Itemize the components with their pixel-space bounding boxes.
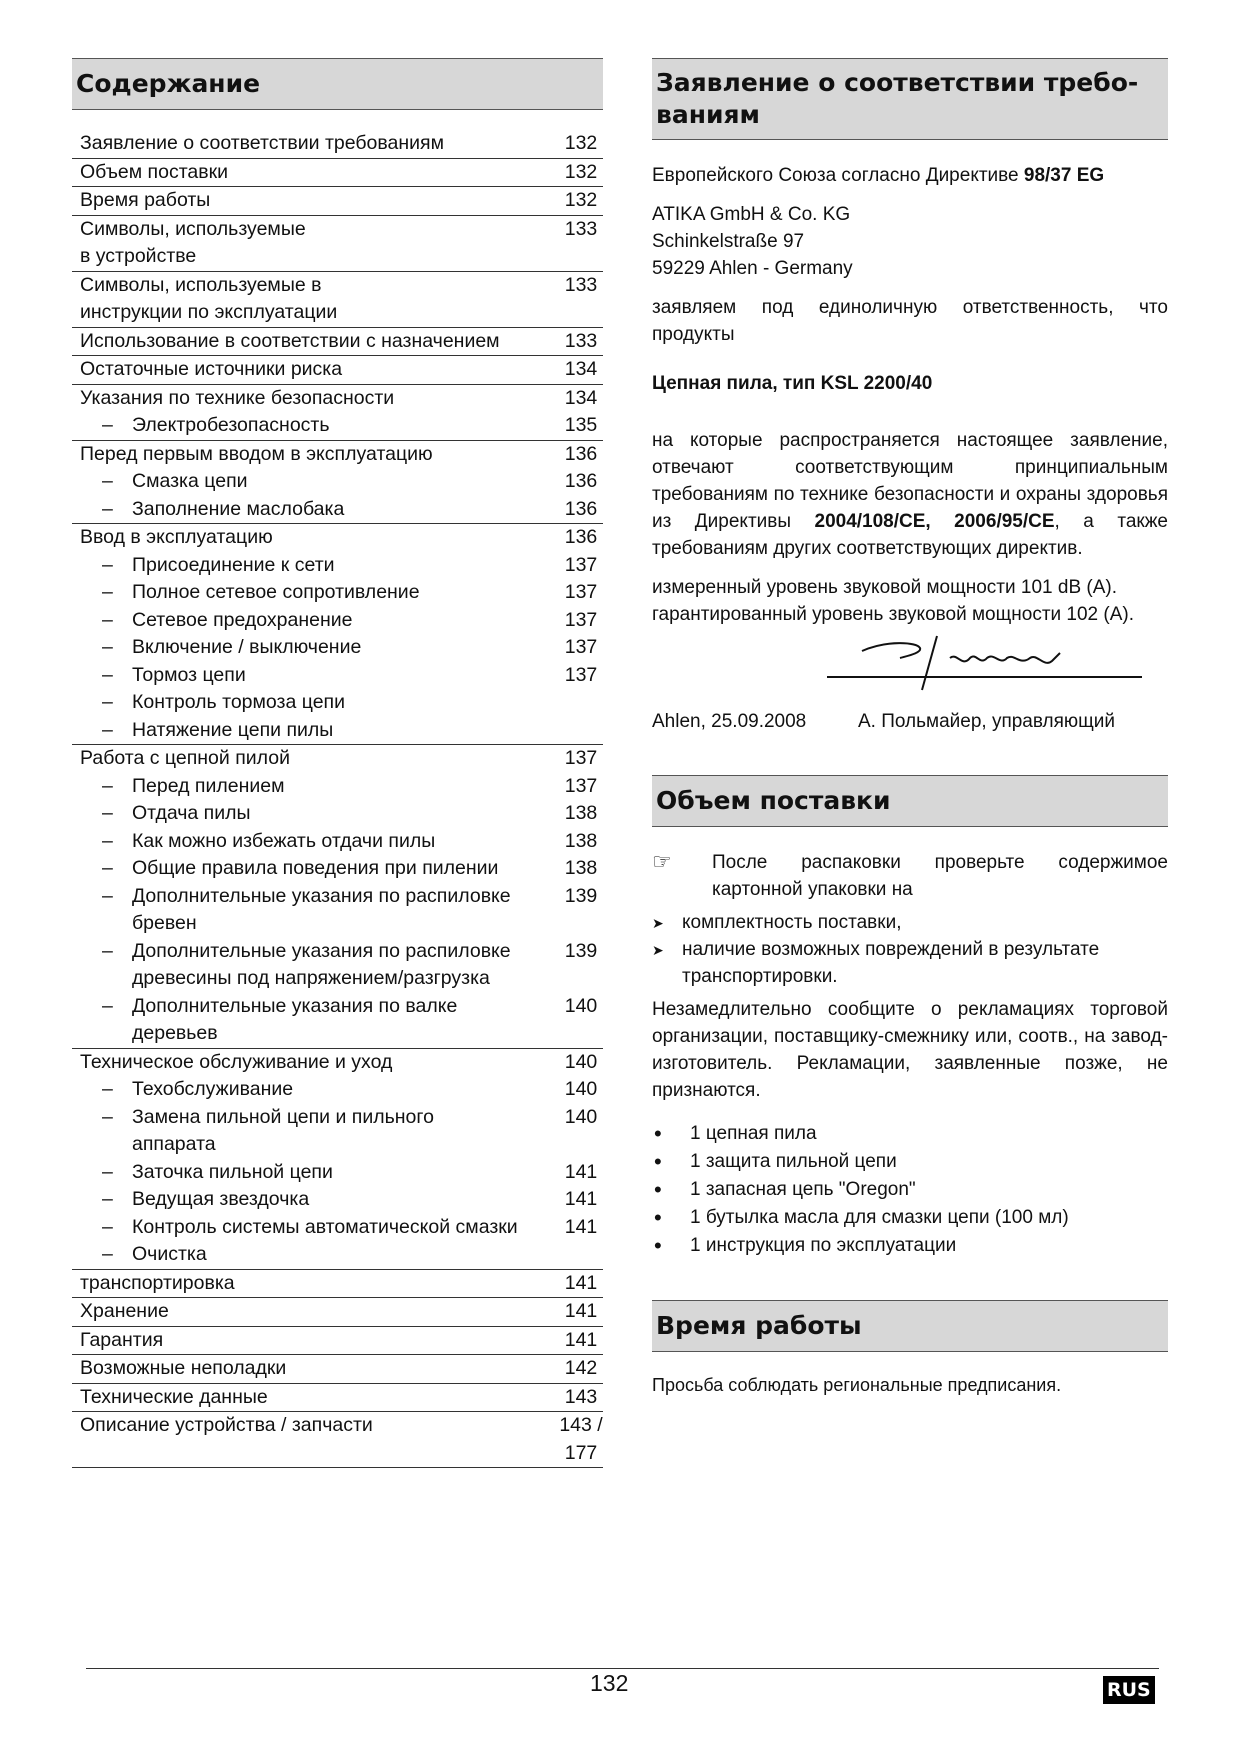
toc-entry-page: 135 bbox=[564, 414, 598, 436]
toc-entry-title: – Полное сетевое сопротивление bbox=[72, 579, 559, 607]
toc-entry-page: 138 bbox=[564, 857, 598, 879]
toc-entry-page: 134 bbox=[564, 358, 598, 380]
company-city: 59229 Ahlen - Germany bbox=[652, 258, 853, 279]
delivery-title: Объем поставки bbox=[652, 775, 1168, 827]
toc-entry[interactable] bbox=[72, 1076, 603, 1104]
delivery-item: • 1 цепная пила bbox=[652, 1120, 1168, 1148]
toc-entry-page: 136 bbox=[564, 526, 598, 548]
toc-entry-page: 141 bbox=[564, 1300, 598, 1322]
toc-entry[interactable] bbox=[72, 1159, 603, 1187]
toc-entry-page: 143 bbox=[564, 1385, 598, 1408]
toc-entry-title: – Тормоз цепи bbox=[72, 662, 559, 690]
toc-entry-title: Символы, используемые в инструкции по эксплуатации bbox=[80, 273, 338, 323]
working-time-text: Просьба соблюдать региональные предписания. bbox=[652, 1375, 1062, 1395]
toc-entry[interactable] bbox=[72, 216, 603, 271]
toc-entry-title: – Ведущая звездочка bbox=[72, 1186, 559, 1214]
delivery-item: • 1 запасная цепь "Oregon" bbox=[652, 1176, 1168, 1204]
toc-entry-page: 133 bbox=[564, 329, 598, 352]
toc-entry-page: 136 bbox=[564, 442, 598, 465]
delivery-note: ☞ После распаковки проверьте содержимое картонной упаковки на bbox=[652, 849, 1168, 903]
toc-entry-title: – Электробезопасность bbox=[72, 412, 559, 440]
toc-entry-page: 132 bbox=[564, 189, 598, 211]
toc-entry-title: – Заточка пильной цепи bbox=[72, 1159, 559, 1187]
toc-group bbox=[72, 1270, 603, 1299]
toc-entry-page: 137 bbox=[564, 774, 598, 797]
toc-group bbox=[72, 1327, 603, 1356]
toc-entry[interactable] bbox=[72, 412, 603, 440]
toc-entry[interactable] bbox=[72, 634, 603, 662]
right-column bbox=[652, 58, 1168, 1399]
toc-entry[interactable] bbox=[72, 1327, 603, 1355]
noise-guaranteed: гарантированный уровень звуковой мощности 102 (A). bbox=[652, 604, 1134, 625]
toc-entry[interactable] bbox=[72, 607, 603, 635]
toc-entry[interactable] bbox=[72, 1214, 603, 1242]
toc-entry-title: – Как можно избежать отдачи пилы bbox=[72, 828, 559, 856]
toc-entry-title: Описание устройства / запчасти bbox=[80, 1414, 373, 1436]
toc-entry[interactable] bbox=[72, 159, 603, 187]
toc-entry-page: 137 bbox=[564, 581, 598, 603]
toc-entry-title: транспортировка bbox=[80, 1271, 235, 1294]
signature-graphic bbox=[652, 628, 1168, 700]
delivery-checks bbox=[652, 909, 1168, 990]
toc-entry[interactable] bbox=[72, 524, 603, 552]
toc-entry-title: Объем поставки bbox=[80, 160, 229, 183]
toc-entry-title: – Включение / выключение bbox=[72, 634, 559, 662]
conformity-text: на которые распространяется настоящее заявление, отвечают соответствующим принципиальным требованиям по технике безопасности и охраны здоровья из Директивы 2004/108/CE, 2006/95/CE, а также требованиям других соответствующих директив. bbox=[652, 430, 1168, 559]
toc-entry-page: 136 bbox=[564, 497, 598, 520]
toc-entry-title: Заявление о соответствии требованиям bbox=[80, 132, 444, 154]
toc-group bbox=[72, 187, 603, 216]
toc-entry[interactable] bbox=[72, 130, 603, 158]
toc-entry-page: 132 bbox=[564, 160, 598, 183]
toc-entry-page: 136 bbox=[564, 470, 598, 492]
toc-entry-page: 137 bbox=[564, 553, 598, 576]
toc-entry-title: – Заполнение маслобака bbox=[72, 496, 559, 524]
toc-entry-page: 140 bbox=[564, 994, 598, 1017]
toc-entry-title: Использование в соответствии с назначением bbox=[80, 329, 500, 352]
toc-entry[interactable] bbox=[72, 579, 603, 607]
toc-group bbox=[72, 130, 603, 159]
toc-entry-title: Перед первым вводом в эксплуатацию bbox=[80, 442, 433, 465]
toc-group bbox=[72, 745, 603, 1049]
pointing-hand-icon: ☞ bbox=[652, 849, 672, 874]
toc-entry-page: 141 bbox=[564, 1328, 598, 1351]
toc-entry-title: – Замена пильной цепи и пильного аппарата bbox=[72, 1104, 559, 1159]
noise-measured: измеренный уровень звуковой мощности 101 dB (A). bbox=[652, 577, 1117, 598]
toc-entry[interactable] bbox=[72, 1241, 603, 1269]
toc-entry[interactable] bbox=[72, 441, 603, 469]
toc-entry-page: 134 bbox=[564, 386, 598, 409]
toc-entry-page: 142 bbox=[564, 1357, 598, 1379]
toc-entry[interactable] bbox=[72, 1270, 603, 1298]
complaint-text: Незамедлительно сообщите о рекламациях торговой организации, поставщику-смежнику или, соотв., на завод-изготовитель. Рекламации, заявленные позже, не признаются. bbox=[652, 999, 1168, 1101]
toc-entry-title: Техническое обслуживание и уход bbox=[80, 1050, 393, 1073]
toc-entry-title: – Контроль тормоза цепи bbox=[72, 689, 559, 717]
toc-group bbox=[72, 385, 603, 441]
toc-entry-page: 139 bbox=[564, 939, 598, 962]
toc-entry-title: – Смазка цепи bbox=[72, 468, 559, 496]
place-date: Ahlen, 25.09.2008 bbox=[652, 711, 807, 732]
toc-entry[interactable] bbox=[72, 745, 603, 773]
toc-entry-title: Возможные неполадки bbox=[80, 1357, 287, 1379]
toc-entry-title: Остаточные источники риска bbox=[80, 358, 343, 380]
toc-entry[interactable] bbox=[72, 1355, 603, 1383]
toc-entry-title: Гарантия bbox=[80, 1328, 164, 1351]
signature-line bbox=[652, 708, 1168, 735]
toc-entry[interactable] bbox=[72, 496, 603, 524]
toc-entry-title: – Дополнительные указания по распиловке древесины под напряжением/разгрузка bbox=[72, 938, 559, 993]
toc-entry-page: 140 bbox=[564, 1050, 598, 1073]
toc-entry[interactable] bbox=[72, 385, 603, 413]
toc-entry[interactable] bbox=[72, 272, 603, 327]
toc-list bbox=[72, 130, 603, 1468]
toc-entry-page: 137 bbox=[564, 747, 598, 769]
toc-entry-page: 140 bbox=[564, 1078, 598, 1100]
toc-group bbox=[72, 356, 603, 385]
toc-entry-title: – Перед пилением bbox=[72, 773, 559, 801]
signatory: А. Польмайер, управляющий bbox=[858, 711, 1116, 732]
table-of-contents bbox=[72, 58, 603, 1468]
toc-entry-page: 143 / 177 bbox=[559, 1414, 603, 1464]
toc-group bbox=[72, 441, 603, 525]
delivery-item: • 1 бутылка масла для смазки цепи (100 мл) bbox=[652, 1204, 1168, 1232]
toc-entry[interactable] bbox=[72, 662, 603, 690]
toc-entry[interactable] bbox=[72, 187, 603, 215]
toc-entry-title: – Сетевое предохранение bbox=[72, 607, 559, 635]
declaration-title: Заявление о соответствии требо- ваниям bbox=[652, 58, 1168, 140]
toc-entry-page: 138 bbox=[564, 802, 598, 824]
toc-group bbox=[72, 1298, 603, 1327]
signature-area bbox=[652, 628, 1168, 700]
toc-entry[interactable] bbox=[72, 855, 603, 883]
toc-entry-page: 133 bbox=[564, 217, 598, 240]
toc-entry[interactable] bbox=[72, 773, 603, 801]
toc-entry-title: – Присоединение к сети bbox=[72, 552, 559, 580]
toc-entry-title: – Дополнительные указания по распиловке бревен bbox=[72, 883, 559, 938]
toc-entry-page: 140 bbox=[564, 1105, 598, 1128]
statement-text: заявляем под единоличную ответственность, что продукты bbox=[652, 297, 1168, 345]
toc-entry-page: 141 bbox=[564, 1215, 598, 1238]
toc-group bbox=[72, 1355, 603, 1384]
page-number: 132 bbox=[590, 1670, 629, 1696]
toc-entry[interactable] bbox=[72, 938, 603, 993]
toc-entry[interactable] bbox=[72, 828, 603, 856]
check-item: ➤ комплектность поставки, bbox=[652, 909, 1168, 936]
toc-entry[interactable] bbox=[72, 800, 603, 828]
delivery-items bbox=[652, 1120, 1168, 1260]
company-street: Schinkelstraße 97 bbox=[652, 231, 805, 252]
toc-group bbox=[72, 272, 603, 328]
toc-entry-page: 137 bbox=[564, 608, 598, 631]
toc-entry[interactable] bbox=[72, 356, 603, 384]
toc-group bbox=[72, 159, 603, 188]
toc-group bbox=[72, 1384, 603, 1413]
toc-entry-title: – Очистка bbox=[72, 1241, 559, 1269]
toc-entry-title: Ввод в эксплуатацию bbox=[80, 526, 273, 548]
toc-entry-title: – Техобслуживание bbox=[72, 1076, 559, 1104]
toc-entry[interactable] bbox=[72, 468, 603, 496]
toc-entry[interactable] bbox=[72, 883, 603, 938]
toc-entry-title: – Отдача пилы bbox=[72, 800, 559, 828]
toc-entry-page: 138 bbox=[564, 829, 598, 852]
toc-entry[interactable] bbox=[72, 993, 603, 1048]
toc-group bbox=[72, 524, 603, 745]
toc-entry-page: 132 bbox=[564, 132, 598, 154]
directive-line: Европейского Союза согласно Директиве 98/37 EG bbox=[652, 165, 1105, 186]
toc-group bbox=[72, 328, 603, 357]
toc-entry[interactable] bbox=[72, 1384, 603, 1412]
toc-group bbox=[72, 1049, 603, 1270]
toc-entry-title: – Контроль системы автоматической смазки bbox=[72, 1214, 559, 1242]
toc-entry-page: 141 bbox=[564, 1160, 598, 1183]
toc-entry-title: – Общие правила поведения при пилении bbox=[72, 855, 559, 883]
toc-entry[interactable] bbox=[72, 717, 603, 745]
footer-divider bbox=[86, 1668, 1159, 1669]
toc-entry-title: Технические данные bbox=[80, 1385, 268, 1408]
toc-entry-page: 137 bbox=[564, 663, 598, 686]
toc-entry[interactable] bbox=[72, 1412, 603, 1467]
company-name: ATIKA GmbH & Co. KG bbox=[652, 204, 851, 225]
toc-entry-title: Время работы bbox=[80, 189, 211, 211]
language-badge: RUS bbox=[1103, 1676, 1155, 1704]
toc-entry-page: 137 bbox=[564, 636, 598, 658]
toc-entry-title: Указания по технике безопасности bbox=[80, 386, 395, 409]
toc-entry[interactable] bbox=[72, 1186, 603, 1214]
toc-entry-title: – Натяжение цепи пилы bbox=[72, 717, 559, 745]
toc-entry[interactable] bbox=[72, 328, 603, 356]
product-name: Цепная пила, тип KSL 2200/40 bbox=[652, 373, 933, 394]
toc-group bbox=[72, 1412, 603, 1468]
toc-entry-title: Хранение bbox=[80, 1300, 169, 1322]
toc-entry[interactable] bbox=[72, 689, 603, 717]
working-time-title: Время работы bbox=[652, 1300, 1168, 1352]
toc-entry-title: Работа с цепной пилой bbox=[80, 747, 290, 769]
toc-entry[interactable] bbox=[72, 1104, 603, 1159]
toc-entry[interactable] bbox=[72, 1298, 603, 1326]
toc-entry-title: Символы, используемые в устройстве bbox=[80, 217, 306, 267]
toc-group bbox=[72, 216, 603, 272]
toc-entry-page: 141 bbox=[564, 1271, 598, 1294]
toc-entry-page: 139 bbox=[564, 884, 598, 907]
toc-entry-title: – Дополнительные указания по валке деревьев bbox=[72, 993, 559, 1048]
toc-entry-page: 133 bbox=[564, 273, 598, 296]
toc-title: Содержание bbox=[72, 58, 603, 110]
delivery-item: • 1 защита пильной цепи bbox=[652, 1148, 1168, 1176]
toc-entry-page: 141 bbox=[564, 1188, 598, 1210]
toc-entry[interactable] bbox=[72, 1049, 603, 1077]
delivery-item: • 1 инструкция по эксплуатации bbox=[652, 1232, 1168, 1260]
check-item: ➤ наличие возможных повреждений в результате транспортировки. bbox=[652, 936, 1168, 990]
toc-entry[interactable] bbox=[72, 552, 603, 580]
